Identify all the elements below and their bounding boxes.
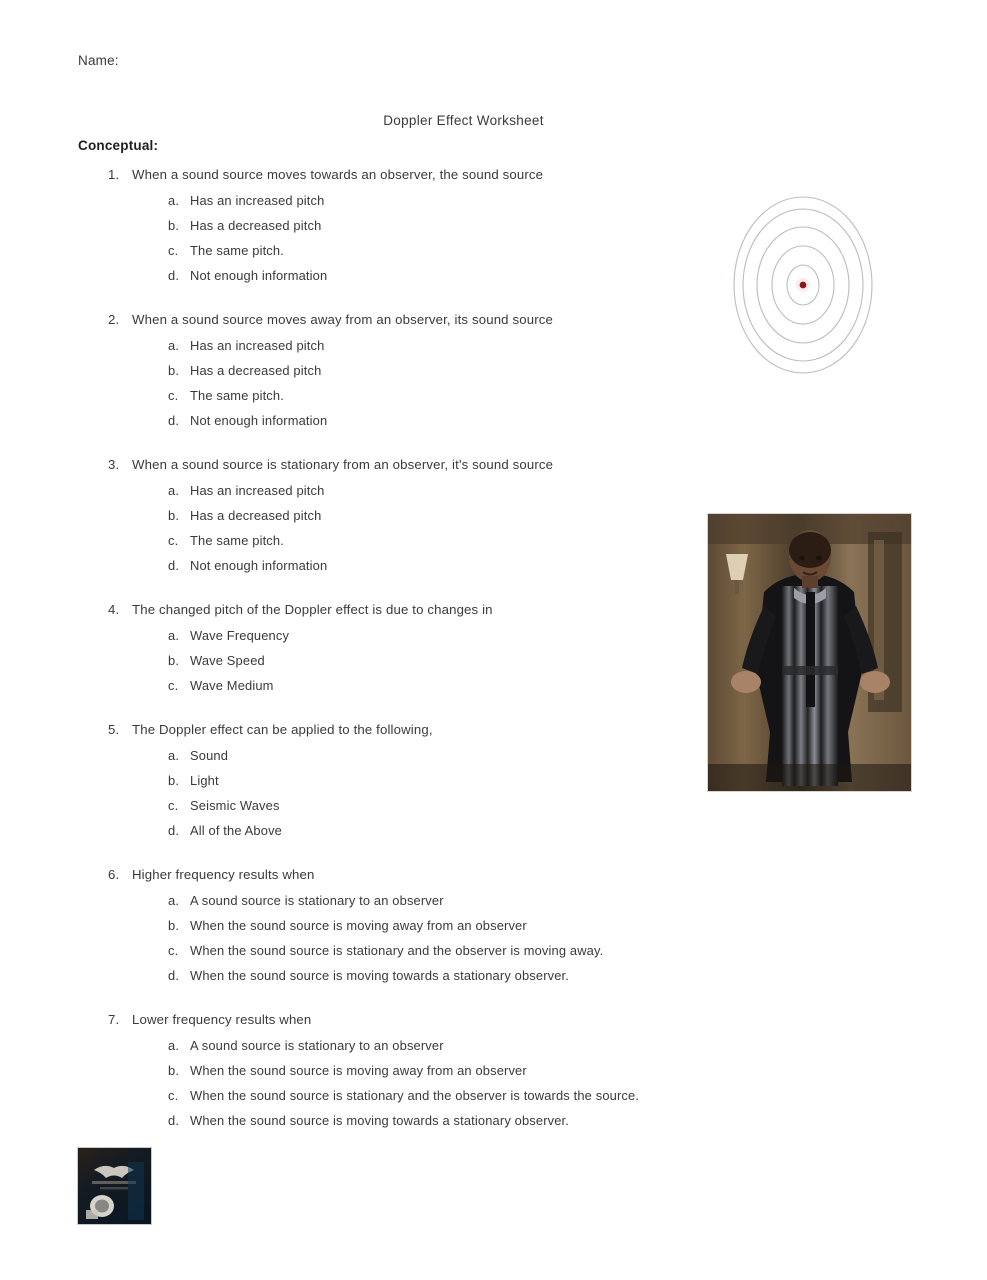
option-letter: d. <box>168 823 180 838</box>
answer-option[interactable] <box>0 238 860 263</box>
answer-option[interactable] <box>0 1108 860 1133</box>
option-letter: a. <box>168 748 180 763</box>
answer-option[interactable] <box>0 478 860 503</box>
option-letter: b. <box>168 508 180 523</box>
name-field-label: Name: <box>78 53 119 68</box>
question-line <box>0 307 860 332</box>
option-letter: c. <box>168 798 179 813</box>
option-text: Has a decreased pitch <box>190 218 322 233</box>
question-text: The Doppler effect can be applied to the following, <box>132 722 433 737</box>
option-letter: c. <box>168 533 179 548</box>
question-text: Lower frequency results when <box>132 1012 312 1027</box>
question-text: When a sound source moves away from an observer, its sound source <box>132 312 553 327</box>
option-letter: a. <box>168 193 180 208</box>
question-text: Higher frequency results when <box>132 867 315 882</box>
option-text: Seismic Waves <box>190 798 280 813</box>
option-letter: a. <box>168 483 180 498</box>
answer-option[interactable] <box>0 818 860 843</box>
option-text: Not enough information <box>190 413 328 428</box>
option-text: When the sound source is moving towards a stationary observer. <box>190 968 570 983</box>
option-text: Has an increased pitch <box>190 193 325 208</box>
option-text: Not enough information <box>190 558 328 573</box>
option-letter: b. <box>168 653 180 668</box>
option-text: The same pitch. <box>190 388 284 403</box>
option-text: Has a decreased pitch <box>190 508 322 523</box>
option-text: When the sound source is moving away from an observer <box>190 918 527 933</box>
option-text: Sound <box>190 748 229 763</box>
question-number: 3. <box>108 457 120 472</box>
option-letter: b. <box>168 363 180 378</box>
option-letter: a. <box>168 628 180 643</box>
option-letter: b. <box>168 918 180 933</box>
answer-option[interactable] <box>0 333 860 358</box>
option-letter: d. <box>168 1113 180 1128</box>
answer-option[interactable] <box>0 1033 860 1058</box>
option-text: When the sound source is moving away from an observer <box>190 1063 527 1078</box>
option-letter: a. <box>168 1038 180 1053</box>
option-letter: b. <box>168 773 180 788</box>
option-list <box>0 888 860 988</box>
question-text: When a sound source moves towards an observer, the sound source <box>132 167 544 182</box>
wave-diagram-figure <box>733 190 883 380</box>
answer-option[interactable] <box>0 213 860 238</box>
question-block <box>0 862 860 988</box>
question-text: When a sound source is stationary from an observer, it's sound source <box>132 457 554 472</box>
answer-option[interactable] <box>0 963 860 988</box>
option-text: All of the Above <box>190 823 282 838</box>
question-number: 7. <box>108 1012 120 1027</box>
answer-option[interactable] <box>0 408 860 433</box>
answer-option[interactable] <box>0 888 860 913</box>
option-letter: c. <box>168 1088 179 1103</box>
option-text: A sound source is stationary to an observer <box>190 1038 444 1053</box>
option-list <box>0 188 860 288</box>
answer-option[interactable] <box>0 358 860 383</box>
answer-option[interactable] <box>0 263 860 288</box>
option-text: Wave Medium <box>190 678 274 693</box>
option-text: Wave Frequency <box>190 628 290 643</box>
question-block <box>0 1007 860 1133</box>
question-number: 1. <box>108 167 120 182</box>
question-line <box>0 1007 860 1032</box>
option-text: A sound source is stationary to an observer <box>190 893 444 908</box>
answer-option[interactable] <box>0 188 860 213</box>
option-text: When the sound source is moving towards a stationary observer. <box>190 1113 570 1128</box>
page-title: Doppler Effect Worksheet <box>383 113 544 128</box>
question-block <box>0 307 860 433</box>
option-text: Not enough information <box>190 268 328 283</box>
question-text: The changed pitch of the Doppler effect is due to changes in <box>132 602 493 617</box>
option-letter: d. <box>168 413 180 428</box>
option-letter: d. <box>168 558 180 573</box>
option-text: Wave Speed <box>190 653 265 668</box>
question-block <box>0 162 860 288</box>
question-number: 6. <box>108 867 120 882</box>
option-letter: c. <box>168 943 179 958</box>
option-text: The same pitch. <box>190 243 284 258</box>
answer-option[interactable] <box>0 383 860 408</box>
option-letter: b. <box>168 1063 180 1078</box>
option-text: Has an increased pitch <box>190 483 325 498</box>
photo-figure <box>708 514 911 791</box>
question-number: 5. <box>108 722 120 737</box>
option-letter: c. <box>168 243 179 258</box>
answer-option[interactable] <box>0 938 860 963</box>
option-letter: d. <box>168 268 180 283</box>
option-letter: d. <box>168 968 180 983</box>
option-letter: c. <box>168 388 179 403</box>
answer-option[interactable] <box>0 1058 860 1083</box>
option-letter: a. <box>168 338 180 353</box>
option-list <box>0 1033 860 1133</box>
option-list <box>0 333 860 433</box>
option-text: When the sound source is stationary and the observer is towards the source. <box>190 1088 640 1103</box>
section-heading-conceptual: Conceptual: <box>78 138 159 153</box>
option-text: Has a decreased pitch <box>190 363 322 378</box>
question-line <box>0 862 860 887</box>
option-text: When the sound source is stationary and the observer is moving away. <box>190 943 604 958</box>
answer-option[interactable] <box>0 793 860 818</box>
answer-option[interactable] <box>0 1083 860 1108</box>
question-line <box>0 162 860 187</box>
answer-option[interactable] <box>0 913 860 938</box>
option-text: Has an increased pitch <box>190 338 325 353</box>
option-letter: c. <box>168 678 179 693</box>
option-letter: a. <box>168 893 180 908</box>
thumbnail-figure <box>78 1148 151 1224</box>
question-number: 4. <box>108 602 120 617</box>
option-text: Light <box>190 773 219 788</box>
option-text: The same pitch. <box>190 533 284 548</box>
option-letter: b. <box>168 218 180 233</box>
question-number: 2. <box>108 312 120 327</box>
question-line <box>0 452 860 477</box>
